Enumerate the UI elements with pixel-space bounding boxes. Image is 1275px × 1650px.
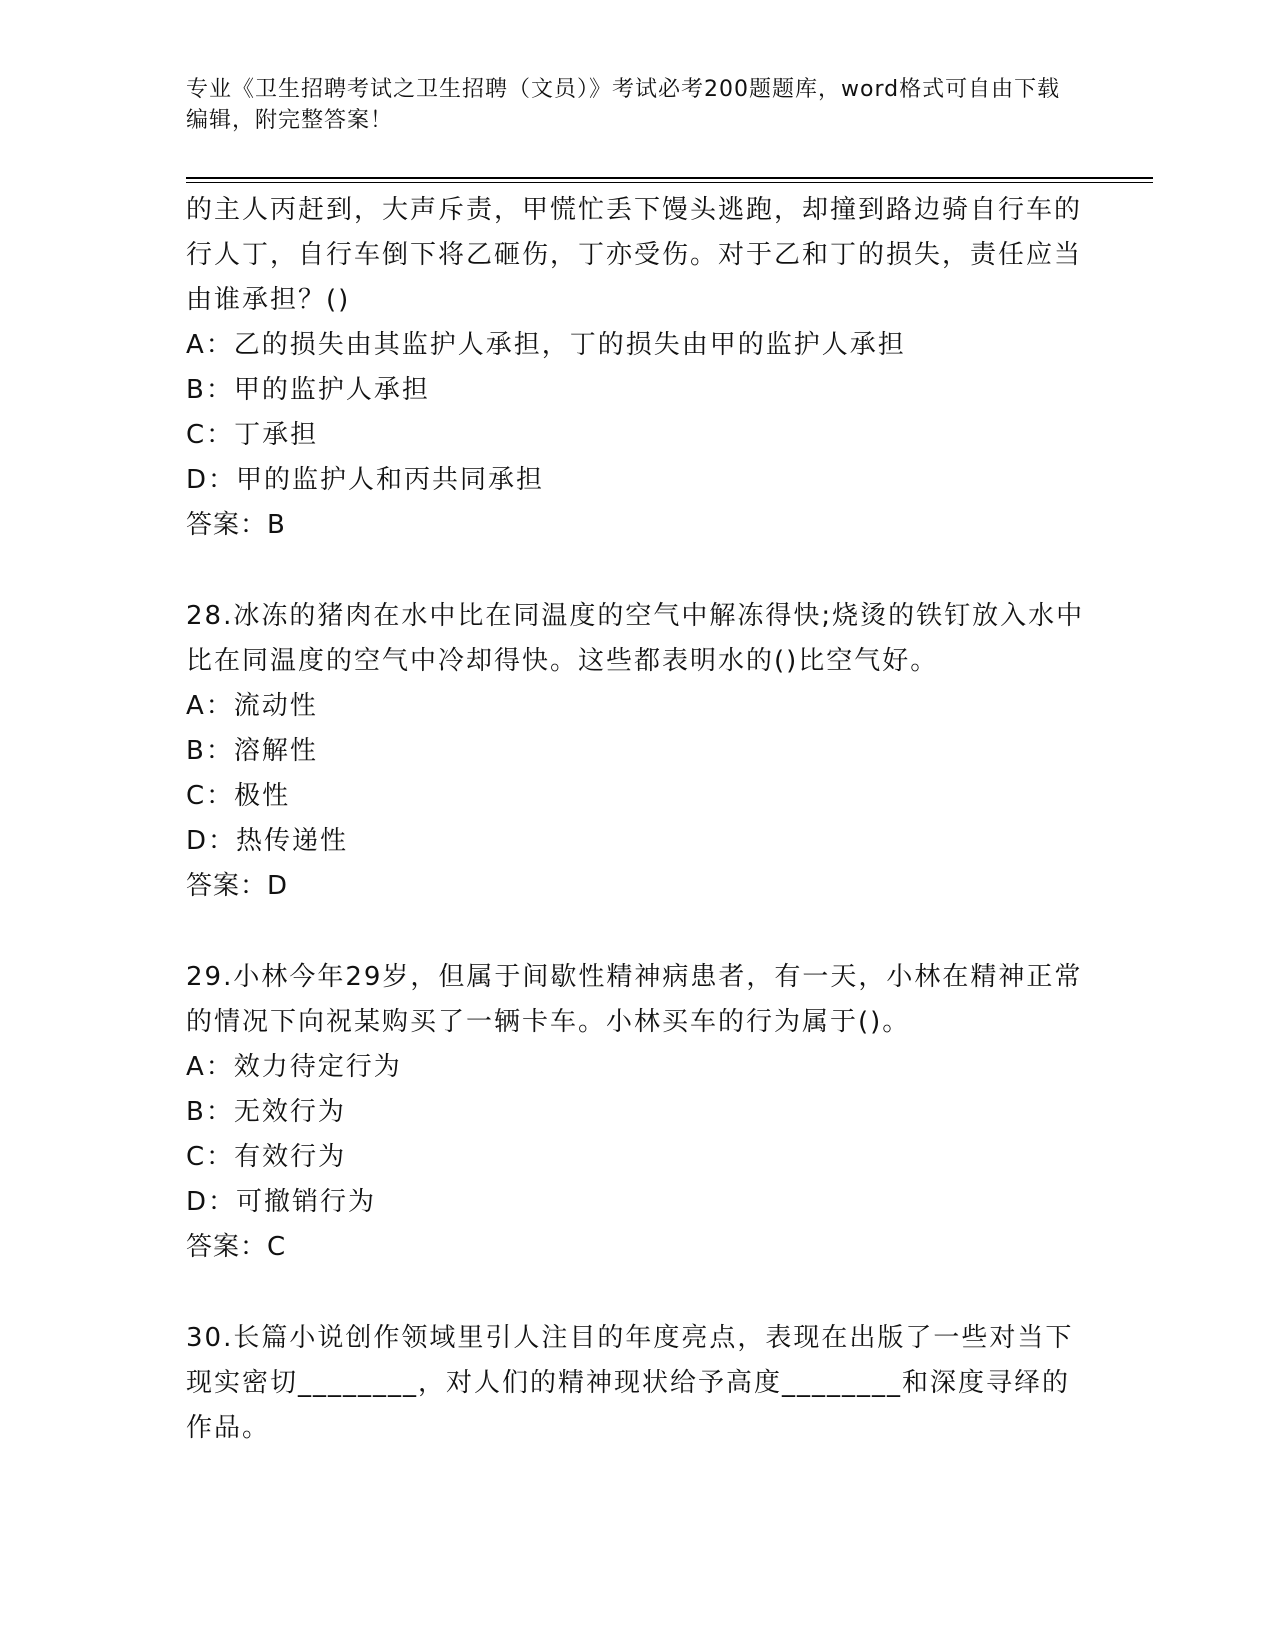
question-stem: 29.小林今年29岁，但属于间歇性精神病患者，有一天，小林在精神正常的情况下向祝某购买了一辆卡车。小林买车的行为属于()。 — [186, 962, 1083, 1037]
question-stem: 30.长篇小说创作领域里引人注目的年度亮点，表现在出版了一些对当下现实密切________，对人们的精神现状给予高度________和深度寻绎的作品。 — [186, 1323, 1074, 1443]
option-b: B：无效行为 — [186, 1097, 346, 1127]
header-rule-thin — [186, 182, 1153, 183]
option-b: B：甲的监护人承担 — [186, 375, 430, 405]
question-list — [186, 188, 1086, 1497]
option-c: C：极性 — [186, 781, 291, 811]
option-d: D：热传递性 — [186, 826, 349, 856]
question-29 — [186, 955, 1086, 1270]
question-stem: 的主人丙赶到，大声斥责，甲慌忙丢下馒头逃跑，却撞到路边骑自行车的行人丁，自行车倒下将乙砸伤，丁亦受伤。对于乙和丁的损失，责任应当由谁承担？() — [186, 195, 1083, 315]
option-b: B：溶解性 — [186, 736, 318, 766]
document-header: 专业《卫生招聘考试之卫生招聘（文员）》考试必考200题题库，word格式可自由下载编辑，附完整答案！ — [186, 77, 1061, 133]
question-30 — [186, 1316, 1086, 1451]
answer-line: 答案：B — [186, 510, 286, 540]
question-stem: 28.冰冻的猪肉在水中比在同温度的空气中解冻得快;烧烫的铁钉放入水中比在同温度的空气中冷却得快。这些都表明水的()比空气好。 — [186, 601, 1085, 676]
option-a: A：流动性 — [186, 691, 318, 721]
option-d: D：可撤销行为 — [186, 1187, 377, 1217]
header-rule-thick — [186, 177, 1153, 179]
option-c: C：丁承担 — [186, 420, 319, 450]
question-28 — [186, 594, 1086, 909]
question-27-continued — [186, 188, 1086, 548]
option-d: D：甲的监护人和丙共同承担 — [186, 465, 545, 495]
answer-line: 答案：D — [186, 871, 289, 901]
option-a: A：效力待定行为 — [186, 1052, 402, 1082]
option-c: C：有效行为 — [186, 1142, 347, 1172]
option-a: A：乙的损失由其监护人承担，丁的损失由甲的监护人承担 — [186, 330, 906, 360]
answer-line: 答案：C — [186, 1232, 287, 1262]
